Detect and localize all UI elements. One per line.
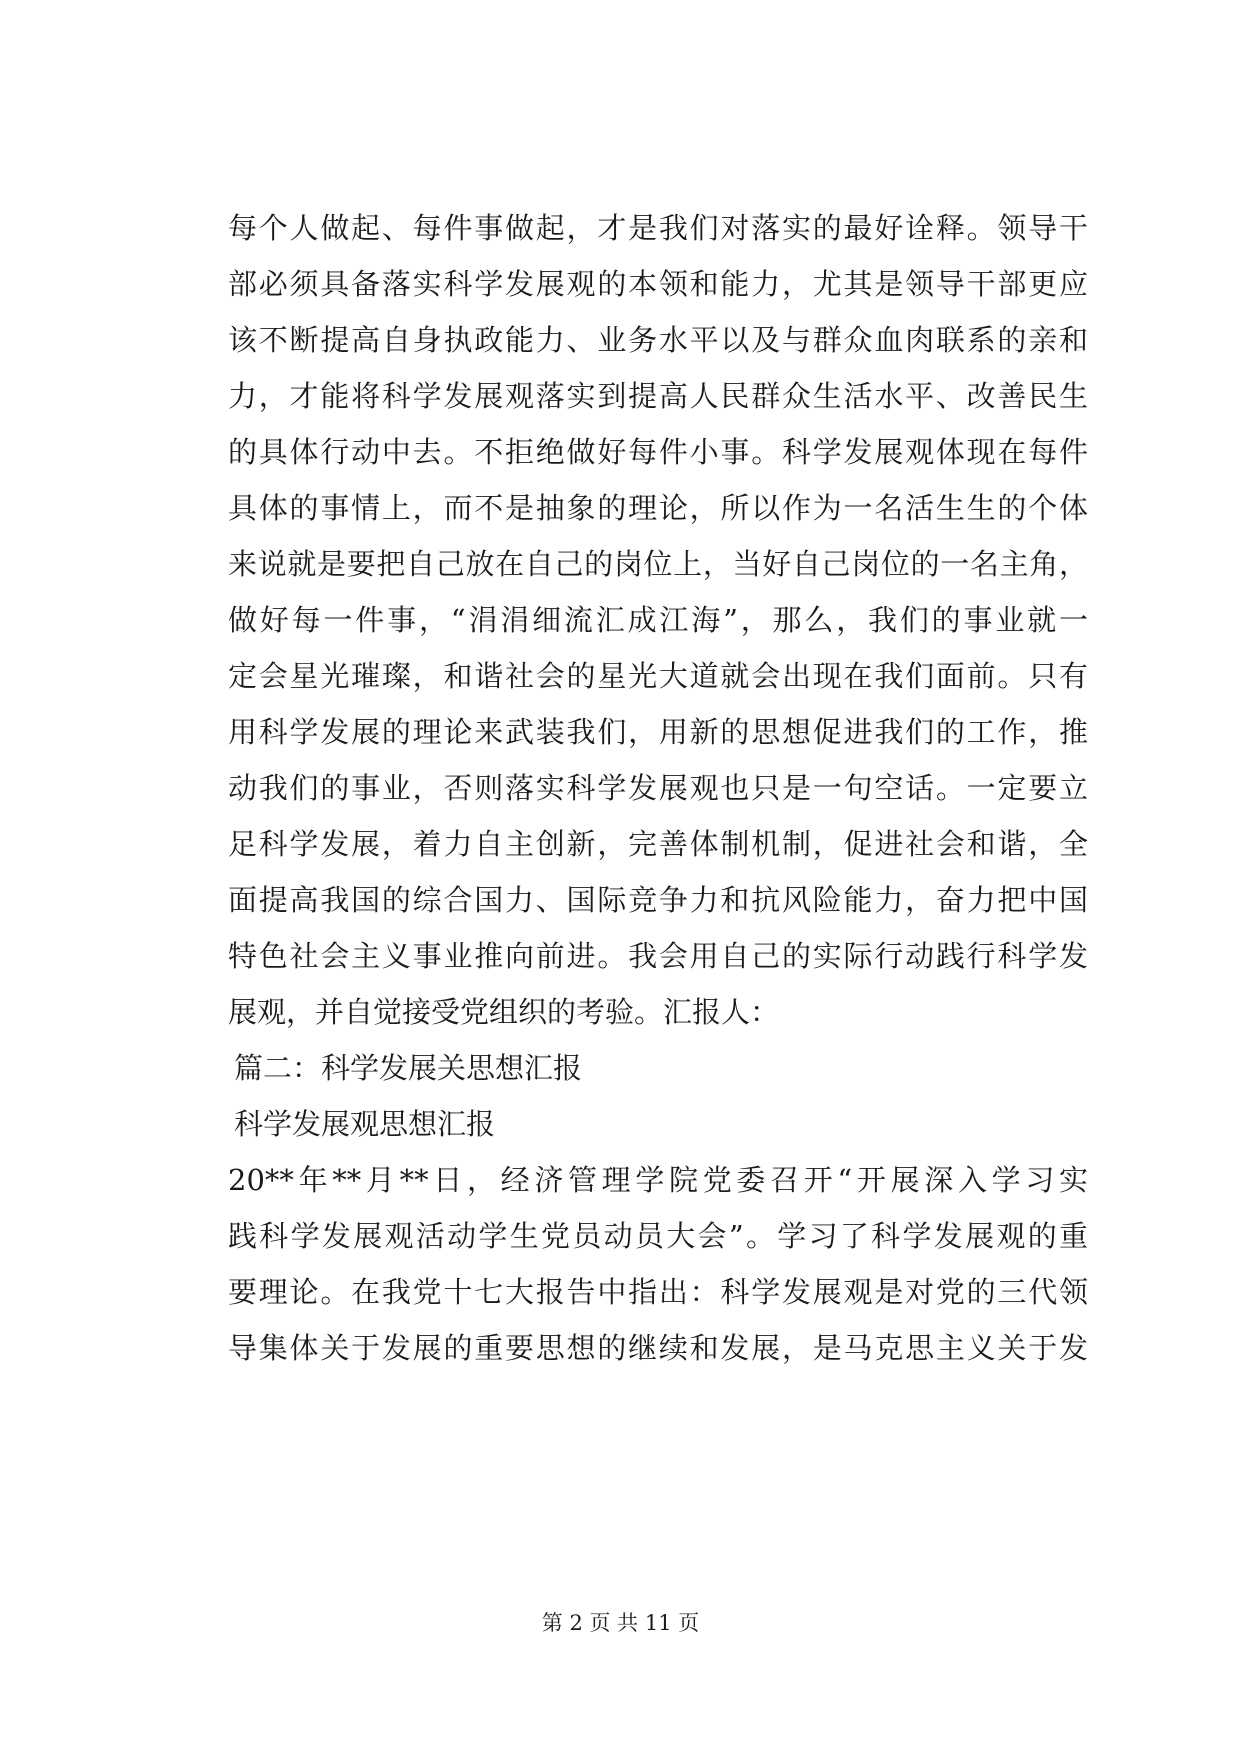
text-line: 面提高我国的综合国力、国际竞争力和抗风险能力，奋力把中国 — [228, 883, 1088, 917]
text-line: 具体的事情上，而不是抽象的理论，所以作为一名活生生的个体 — [228, 491, 1088, 525]
text-line: 展观，并自觉接受党组织的考验。汇报人： — [228, 995, 780, 1029]
text-line: 践科学发展观活动学生党员动员大会”。学习了科学发展观的重 — [228, 1219, 1088, 1253]
text-line: 的具体行动中去。不拒绝做好每件小事。科学发展观体现在每件 — [228, 435, 1088, 469]
text-line: 每个人做起、每件事做起，才是我们对落实的最好诠释。领导干 — [228, 211, 1088, 245]
text-line: 导集体关于发展的重要思想的继续和发展，是马克思主义关于发 — [228, 1331, 1088, 1365]
text-line: 足科学发展，着力自主创新，完善体制机制，促进社会和谐，全 — [228, 827, 1088, 861]
text-line: 定会星光璀璨，和谐社会的星光大道就会出现在我们面前。只有 — [228, 659, 1088, 693]
text-line: 来说就是要把自己放在自己的岗位上，当好自己岗位的一名主角， — [228, 547, 1088, 581]
text-line: 部必须具备落实科学发展观的本领和能力，尤其是领导干部更应 — [228, 267, 1088, 301]
page-number-footer: 第 2 页 共 11 页 — [541, 1611, 700, 1635]
text-line: 要理论。在我党十七大报告中指出：科学发展观是对党的三代领 — [228, 1275, 1088, 1309]
text-line: 力，才能将科学发展观落实到提高人民群众生活水平、改善民生 — [228, 379, 1088, 413]
text-line: 做好每一件事，“涓涓细流汇成江海”，那么，我们的事业就一 — [228, 603, 1088, 637]
text-line: 20**年**月**日，经济管理学院党委召开“开展深入学习实 — [228, 1163, 1088, 1197]
document-title: 科学发展观思想汇报 — [234, 1107, 496, 1141]
text-line: 特色社会主义事业推向前进。我会用自己的实际行动践行科学发 — [228, 939, 1088, 973]
section-heading: 篇二：科学发展关思想汇报 — [234, 1051, 583, 1085]
text-line: 动我们的事业，否则落实科学发展观也只是一句空话。一定要立 — [228, 771, 1088, 805]
document-body — [228, 200, 1088, 1376]
text-line: 用科学发展的理论来武装我们，用新的思想促进我们的工作，推 — [228, 715, 1088, 749]
text-line: 该不断提高自身执政能力、业务水平以及与群众血肉联系的亲和 — [228, 323, 1088, 357]
